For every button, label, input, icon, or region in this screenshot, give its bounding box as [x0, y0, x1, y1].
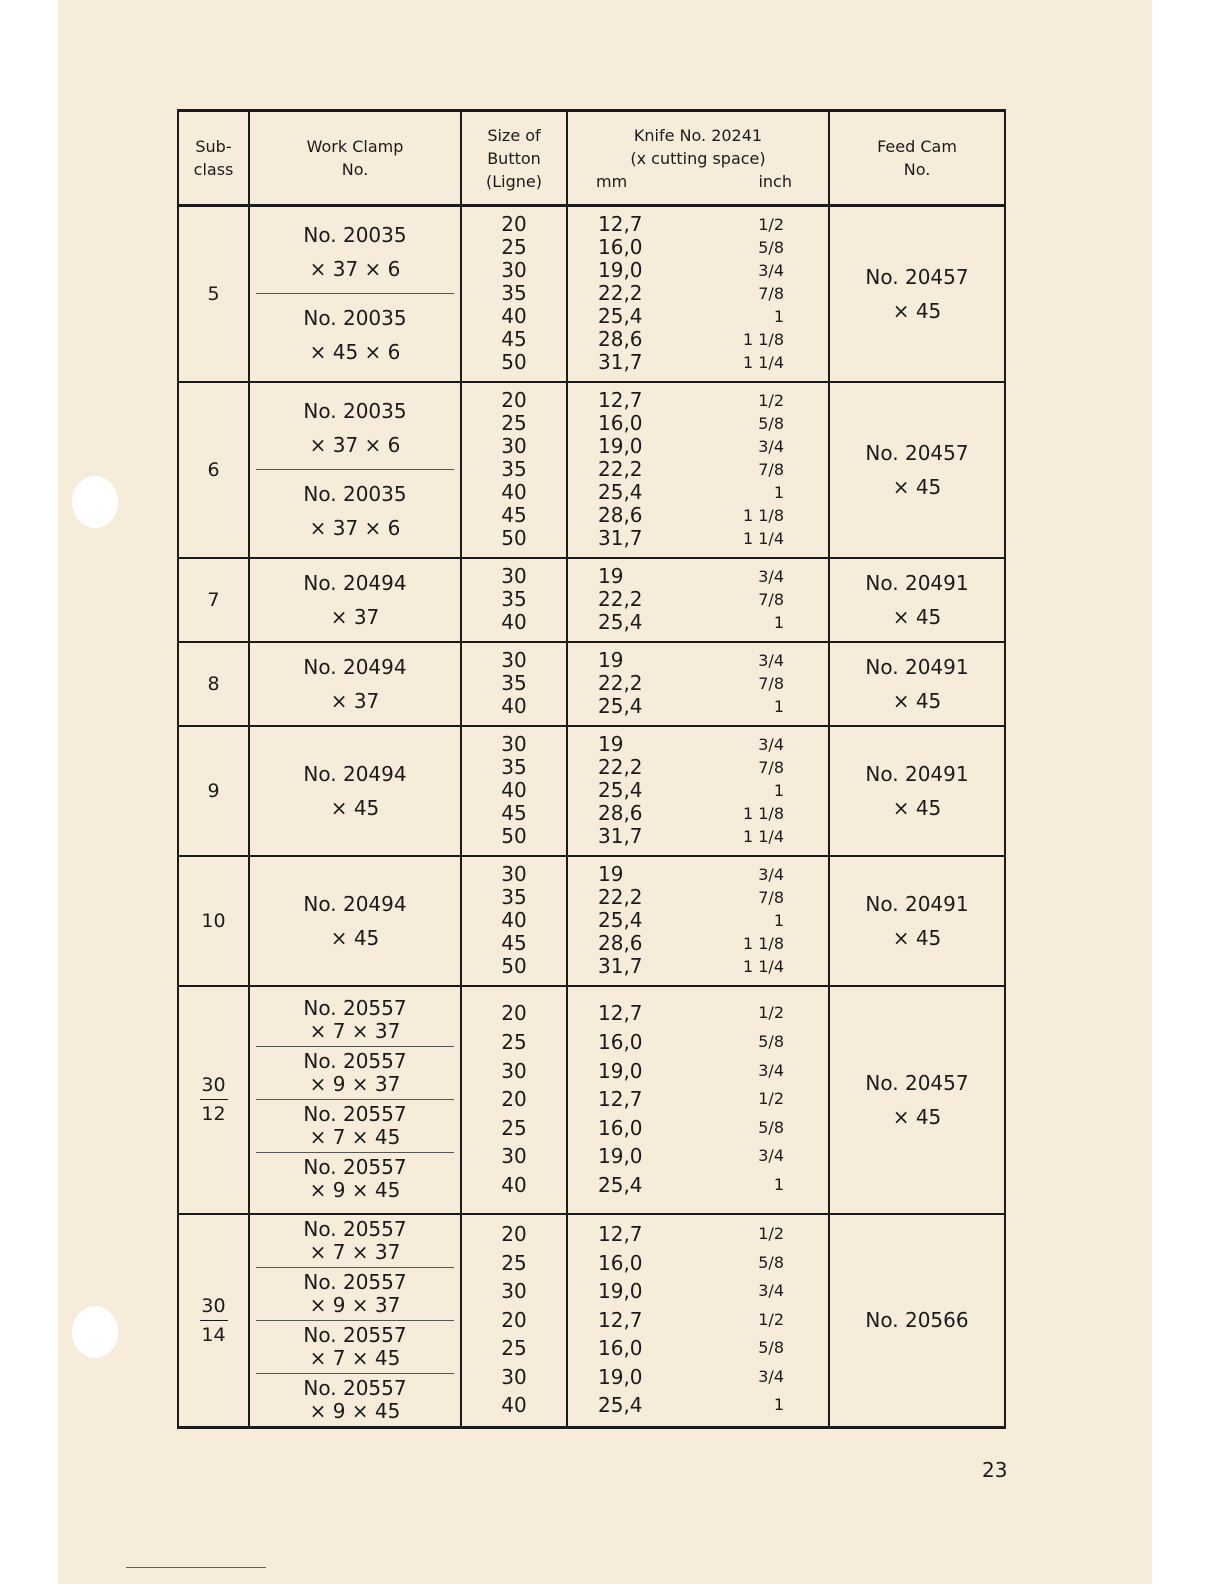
button-size-value: 20 [501, 1087, 527, 1112]
knife-inch-value: 3/4 [758, 865, 784, 884]
subclass-value: 6 [207, 458, 220, 481]
button-size-value: 45 [501, 801, 527, 825]
knife-inch-value: 7/8 [758, 888, 784, 907]
knife-mm-value: 12,7 [598, 388, 643, 412]
subclass-value: 9 [207, 779, 220, 802]
subclass-cell [178, 726, 249, 856]
knife-mm-value: 16,0 [598, 1030, 643, 1055]
work-clamp-cell [249, 642, 461, 726]
knife-inch-value: 1/2 [758, 1309, 784, 1329]
knife-mm-value: 22,2 [598, 671, 643, 695]
feed-cam-cell: No. 20491 × 45 [829, 642, 1005, 726]
knife-inch-value: 5/8 [758, 238, 784, 258]
table-row [178, 206, 1005, 382]
button-size-value: 25 [501, 1030, 527, 1055]
knife-inch-value: 1/2 [758, 391, 784, 410]
work-clamp-cell [249, 1214, 461, 1428]
knife-inch-value: 5/8 [758, 1338, 784, 1358]
work-clamp-cell [249, 558, 461, 642]
work-clamp-number: No. 20035 × 37 × 6 [303, 223, 407, 282]
subclass-denominator: 14 [201, 1323, 226, 1346]
knife-mm-value: 12,7 [598, 1221, 643, 1246]
header-knife-inch: inch [758, 171, 792, 191]
button-size-value: 20 [501, 1001, 527, 1026]
knife-mm-value: 25,4 [598, 694, 643, 718]
table-header-row [178, 111, 1005, 206]
subclass-value: 7 [207, 588, 220, 611]
knife-inch-value: 1 1/4 [742, 529, 784, 548]
knife-mm-value: 31,7 [598, 954, 643, 978]
button-size-value: 25 [501, 1115, 527, 1140]
header-knife-title: Knife No. 20241 (x cutting space) [630, 125, 766, 168]
knife-mm-value: 28,6 [598, 503, 643, 527]
footer-rule [126, 1567, 266, 1568]
knife-mm-value: 19,0 [598, 1144, 643, 1169]
button-size-value: 25 [501, 1250, 527, 1275]
button-size-value: 35 [501, 457, 527, 481]
work-clamp-cell [249, 382, 461, 558]
table-row [178, 642, 1005, 726]
knife-inch-value: 1/2 [758, 1003, 784, 1023]
button-size-value: 40 [501, 778, 527, 802]
knife-inch-value: 5/8 [758, 1032, 784, 1052]
button-size-value: 50 [501, 954, 527, 978]
button-size-value: 25 [501, 411, 527, 435]
knife-inch-value: 1 [773, 1174, 784, 1194]
feed-cam-cell: No. 20457 × 45 [829, 986, 1005, 1214]
knife-mm-value: 19,0 [598, 434, 643, 458]
table-row [178, 856, 1005, 986]
knife-inch-value: 1 1/8 [742, 934, 784, 953]
knife-mm-value: 19 [598, 732, 624, 756]
button-size-cell [461, 558, 567, 642]
knife-inch-value: 7/8 [758, 460, 784, 479]
button-size-value: 20 [501, 212, 527, 237]
button-size-cell [461, 642, 567, 726]
button-size-cell [461, 206, 567, 382]
button-size-value: 45 [501, 327, 527, 352]
knife-inch-value: 3/4 [758, 261, 784, 281]
knife-mm-value: 19,0 [598, 1279, 643, 1304]
table-row [178, 558, 1005, 642]
subclass-cell [178, 558, 249, 642]
header-work-clamp: Work Clamp No. [249, 111, 461, 206]
knife-mm-value: 31,7 [598, 526, 643, 550]
subclass-value: 5 [207, 282, 220, 305]
header-button-size: Size of Button (Ligne) [461, 111, 567, 206]
subclass-cell [178, 856, 249, 986]
knife-mm-value: 12,7 [598, 1001, 643, 1026]
knife-mm-value: 25,4 [598, 304, 643, 329]
knife-inch-value: 3/4 [758, 437, 784, 456]
knife-inch-value: 1 1/8 [742, 330, 784, 350]
knife-mm-value: 19 [598, 648, 624, 672]
page-number: 23 [982, 1458, 1008, 1482]
knife-inch-value: 5/8 [758, 1252, 784, 1272]
button-size-value: 35 [501, 755, 527, 779]
knife-inch-value: 3/4 [758, 1060, 784, 1080]
button-size-value: 25 [501, 235, 527, 260]
knife-cell [567, 856, 829, 986]
header-knife-mm: mm [596, 171, 628, 191]
knife-mm-value: 19,0 [598, 258, 643, 283]
button-size-cell [461, 986, 567, 1214]
knife-mm-value: 16,0 [598, 1250, 643, 1275]
knife-cell [567, 1214, 829, 1428]
work-clamp-number: No. 20494 × 37 [303, 654, 407, 713]
knife-inch-value: 1 1/8 [742, 804, 784, 823]
specification-table [177, 109, 1006, 1429]
button-size-value: 30 [501, 434, 527, 458]
knife-mm-value: 12,7 [598, 1087, 643, 1112]
knife-inch-value: 1/2 [758, 1089, 784, 1109]
work-clamp-number: No. 20494 × 45 [303, 761, 407, 820]
knife-inch-value: 1/2 [758, 1223, 784, 1243]
knife-inch-value: 1 1/4 [742, 353, 784, 373]
knife-mm-value: 28,6 [598, 931, 643, 955]
knife-mm-value: 19 [598, 564, 624, 588]
work-clamp-number: No. 20557 × 9 × 45 [303, 1155, 407, 1202]
knife-cell [567, 206, 829, 382]
button-size-value: 20 [501, 1307, 527, 1332]
subclass-cell [178, 1214, 249, 1428]
work-clamp-cell [249, 986, 461, 1214]
knife-mm-value: 25,4 [598, 778, 643, 802]
button-size-value: 45 [501, 503, 527, 527]
knife-mm-value: 25,4 [598, 610, 643, 634]
feed-cam-cell: No. 20491 × 45 [829, 856, 1005, 986]
button-size-value: 30 [501, 1058, 527, 1083]
knife-mm-value: 22,2 [598, 457, 643, 481]
subclass-cell [178, 642, 249, 726]
knife-mm-value: 22,2 [598, 587, 643, 611]
button-size-value: 35 [501, 281, 527, 306]
button-size-value: 20 [501, 1221, 527, 1246]
button-size-value: 30 [501, 1144, 527, 1169]
button-size-value: 50 [501, 350, 527, 375]
knife-inch-value: 3/4 [758, 1146, 784, 1166]
feed-cam-cell: No. 20566 [829, 1214, 1005, 1428]
knife-mm-value: 25,4 [598, 1172, 643, 1197]
work-clamp-number: No. 20557 × 9 × 37 [303, 1269, 407, 1317]
button-size-value: 40 [501, 1393, 527, 1418]
subclass-fraction [200, 1071, 228, 1128]
knife-inch-value: 3/4 [758, 1366, 784, 1386]
button-size-value: 30 [501, 862, 527, 886]
knife-mm-value: 31,7 [598, 824, 643, 848]
work-clamp-number: No. 20557 × 9 × 45 [303, 1375, 407, 1423]
knife-inch-value: 7/8 [758, 590, 784, 609]
button-size-cell [461, 726, 567, 856]
knife-inch-value: 3/4 [758, 735, 784, 754]
knife-inch-value: 7/8 [758, 284, 784, 304]
knife-mm-value: 12,7 [598, 1307, 643, 1332]
work-clamp-number: No. 20035 × 37 × 6 [303, 399, 407, 457]
knife-cell [567, 382, 829, 558]
knife-inch-value: 1 1/4 [742, 827, 784, 846]
knife-inch-value: 7/8 [758, 674, 784, 693]
button-size-value: 30 [501, 564, 527, 588]
work-clamp-number: No. 20557 × 7 × 37 [303, 1216, 407, 1264]
knife-inch-value: 1 [773, 697, 784, 716]
work-clamp-cell [249, 206, 461, 382]
knife-mm-value: 22,2 [598, 281, 643, 306]
knife-inch-value: 7/8 [758, 758, 784, 777]
button-size-value: 40 [501, 694, 527, 718]
button-size-value: 25 [501, 1336, 527, 1361]
button-size-value: 35 [501, 671, 527, 695]
work-clamp-number: No. 20035 × 45 × 6 [303, 306, 407, 365]
header-feed-cam: Feed Cam No. [829, 111, 1005, 206]
knife-inch-value: 5/8 [758, 1117, 784, 1137]
header-knife [567, 111, 829, 206]
button-size-value: 30 [501, 258, 527, 283]
knife-mm-value: 25,4 [598, 908, 643, 932]
subclass-value: 8 [207, 672, 220, 695]
knife-cell [567, 642, 829, 726]
button-size-value: 35 [501, 885, 527, 909]
knife-inch-value: 1 [773, 307, 784, 327]
knife-inch-value: 1 [773, 911, 784, 930]
button-size-value: 30 [501, 1279, 527, 1304]
button-size-value: 30 [501, 1364, 527, 1389]
table-row [178, 382, 1005, 558]
subclass-cell [178, 206, 249, 382]
knife-mm-value: 25,4 [598, 480, 643, 504]
work-clamp-number: No. 20557 × 7 × 45 [303, 1322, 407, 1370]
work-clamp-number: No. 20557 × 7 × 45 [303, 1102, 407, 1149]
subclass-numerator: 30 [200, 1071, 228, 1100]
table-row [178, 726, 1005, 856]
knife-mm-value: 16,0 [598, 1115, 643, 1140]
button-size-value: 45 [501, 931, 527, 955]
work-clamp-cell [249, 726, 461, 856]
knife-cell [567, 558, 829, 642]
knife-inch-value: 3/4 [758, 567, 784, 586]
work-clamp-number: No. 20494 × 37 [303, 570, 407, 629]
knife-inch-value: 3/4 [758, 651, 784, 670]
subclass-value: 10 [201, 909, 226, 932]
knife-inch-value: 1 [773, 781, 784, 800]
punch-hole-top [72, 476, 118, 528]
button-size-value: 40 [501, 304, 527, 329]
table-row [178, 986, 1005, 1214]
knife-inch-value: 1 1/4 [742, 957, 784, 976]
button-size-value: 40 [501, 480, 527, 504]
header-subclass: Sub- class [178, 111, 249, 206]
subclass-cell [178, 382, 249, 558]
knife-mm-value: 19,0 [598, 1364, 643, 1389]
knife-mm-value: 16,0 [598, 235, 643, 260]
knife-mm-value: 22,2 [598, 885, 643, 909]
subclass-denominator: 12 [201, 1103, 226, 1125]
punch-hole-bottom [72, 1306, 118, 1358]
knife-inch-value: 1/2 [758, 215, 784, 235]
button-size-cell [461, 1214, 567, 1428]
work-clamp-number: No. 20557 × 9 × 37 [303, 1049, 407, 1096]
knife-cell [567, 986, 829, 1214]
feed-cam-cell: No. 20457 × 45 [829, 382, 1005, 558]
knife-mm-value: 19,0 [598, 1058, 643, 1083]
work-clamp-number: No. 20035 × 37 × 6 [303, 482, 407, 540]
button-size-value: 40 [501, 610, 527, 634]
subclass-numerator: 30 [200, 1292, 228, 1321]
knife-mm-value: 25,4 [598, 1393, 643, 1418]
button-size-cell [461, 382, 567, 558]
feed-cam-cell: No. 20491 × 45 [829, 726, 1005, 856]
knife-mm-value: 28,6 [598, 801, 643, 825]
button-size-value: 50 [501, 526, 527, 550]
knife-inch-value: 5/8 [758, 414, 784, 433]
button-size-value: 30 [501, 648, 527, 672]
button-size-cell [461, 856, 567, 986]
subclass-cell [178, 986, 249, 1214]
knife-inch-value: 1 [773, 483, 784, 502]
knife-mm-value: 16,0 [598, 411, 643, 435]
knife-inch-value: 1 [773, 613, 784, 632]
knife-inch-value: 1 1/8 [742, 506, 784, 525]
work-clamp-number: No. 20494 × 45 [303, 891, 407, 950]
knife-mm-value: 28,6 [598, 327, 643, 352]
button-size-value: 30 [501, 732, 527, 756]
knife-inch-value: 1 [773, 1395, 784, 1415]
knife-cell [567, 726, 829, 856]
work-clamp-number: No. 20557 × 7 × 37 [303, 996, 407, 1043]
knife-inch-value: 3/4 [758, 1281, 784, 1301]
button-size-value: 50 [501, 824, 527, 848]
button-size-value: 20 [501, 388, 527, 412]
work-clamp-cell [249, 856, 461, 986]
feed-cam-cell: No. 20491 × 45 [829, 558, 1005, 642]
subclass-fraction [200, 1292, 228, 1349]
knife-mm-value: 22,2 [598, 755, 643, 779]
feed-cam-cell: No. 20457 × 45 [829, 206, 1005, 382]
button-size-value: 35 [501, 587, 527, 611]
knife-mm-value: 12,7 [598, 212, 643, 237]
knife-mm-value: 19 [598, 862, 624, 886]
knife-mm-value: 16,0 [598, 1336, 643, 1361]
button-size-value: 40 [501, 908, 527, 932]
knife-mm-value: 31,7 [598, 350, 643, 375]
table-row [178, 1214, 1005, 1428]
button-size-value: 40 [501, 1172, 527, 1197]
